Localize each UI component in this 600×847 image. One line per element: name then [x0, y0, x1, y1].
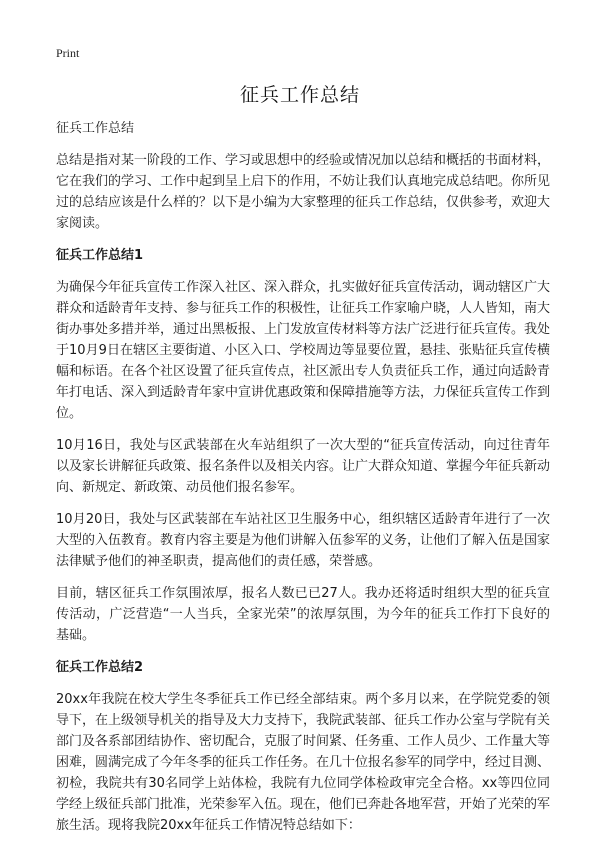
document-subtitle: 征兵工作总结: [56, 121, 135, 136]
section-paragraph: 10月16日，我处与区武装部在火车站组织了一次大型的“征兵宣传活动，向过往青年以及家长讲解征兵政策、报名条件以及相关内容。让广大群众知道、掌握今年征兵新动向、新规定、新政策、动员他们报名参军。: [56, 438, 551, 495]
document-body: [56, 118, 550, 847]
section-heading: 征兵工作总结1: [56, 248, 144, 263]
section-paragraph: 10月20日，我处与区武装部在车站社区卫生服务中心，组织辖区适龄青年进行了一次大型的入伍教育。教育内容主要是为他们讲解入伍参军的义务，让他们了解入伍是国家法律赋予他们的神圣职责，提高他们的责任感，荣誉感。: [56, 512, 551, 569]
document-title: 征兵工作总结: [239, 84, 360, 106]
section-heading: 征兵工作总结2: [56, 660, 144, 675]
print-link[interactable]: Print: [56, 46, 80, 60]
section-paragraph: 目前，辖区征兵工作氛围浓厚，报名人数已已27人。我办还将适时组织大型的征兵宣传活动，广泛营造“一人当兵，全家光荣”的浓厚氛围，为今年的征兵工作打下良好的基础。: [56, 586, 550, 643]
section-paragraph: 20xx年我院在校大学生冬季征兵工作已经全部结束。两个多月以来，在学院党委的领导下，在上级领导机关的指导及大力支持下，我院武装部、征兵工作办公室与学院有关部门及各系部团结协作、密切配合，克服了时间紧、任务重、工作人员少、工作量大等困难，圆满完成了今年冬季的征兵工作任务。在几十位报名参军的同学中，经过目测、初检，我院共有30名同学上站体检，我院有九位同学体检政审完全合格。xx等四位同学经上级征兵部门批准，光荣参军入伍。现在，他们已奔赴各地军营，开始了光荣的军旅生活。现将我院20xx年征兵工作情况特总结如下：: [56, 692, 551, 833]
intro-paragraph: 总结是指对某一阶段的工作、学习或思想中的经验或情况加以总结和概括的书面材料，它在我们的学习、工作中起到呈上启下的作用，不妨让我们认真地完成总结吧。你所见过的总结应该是什么样的？以下是小编为大家整理的征兵工作总结，仅供参考，欢迎大家阅读。: [56, 153, 551, 231]
section-paragraph: 为确保今年征兵宣传工作深入社区、深入群众，扎实做好征兵宣传活动，调动辖区广大群众和适龄青年支持、参与征兵工作的积极性，让征兵工作家喻户晓，人人皆知，南大街办事处多措并举，通过出黑板报、上门发放宣传材料等方法广泛进行征兵宣传。我处于10月9日在辖区主要街道、小区入口、学校周边等显要位置，悬挂、张贴征兵宣传横幅和标语。在各个社区设置了征兵宣传点，社区派出专人负责征兵工作，通过向适龄青年打电话、深入到适龄青年家中宣讲优惠政策和保障措施等方法，力保征兵宣传工作到位。: [56, 280, 551, 421]
